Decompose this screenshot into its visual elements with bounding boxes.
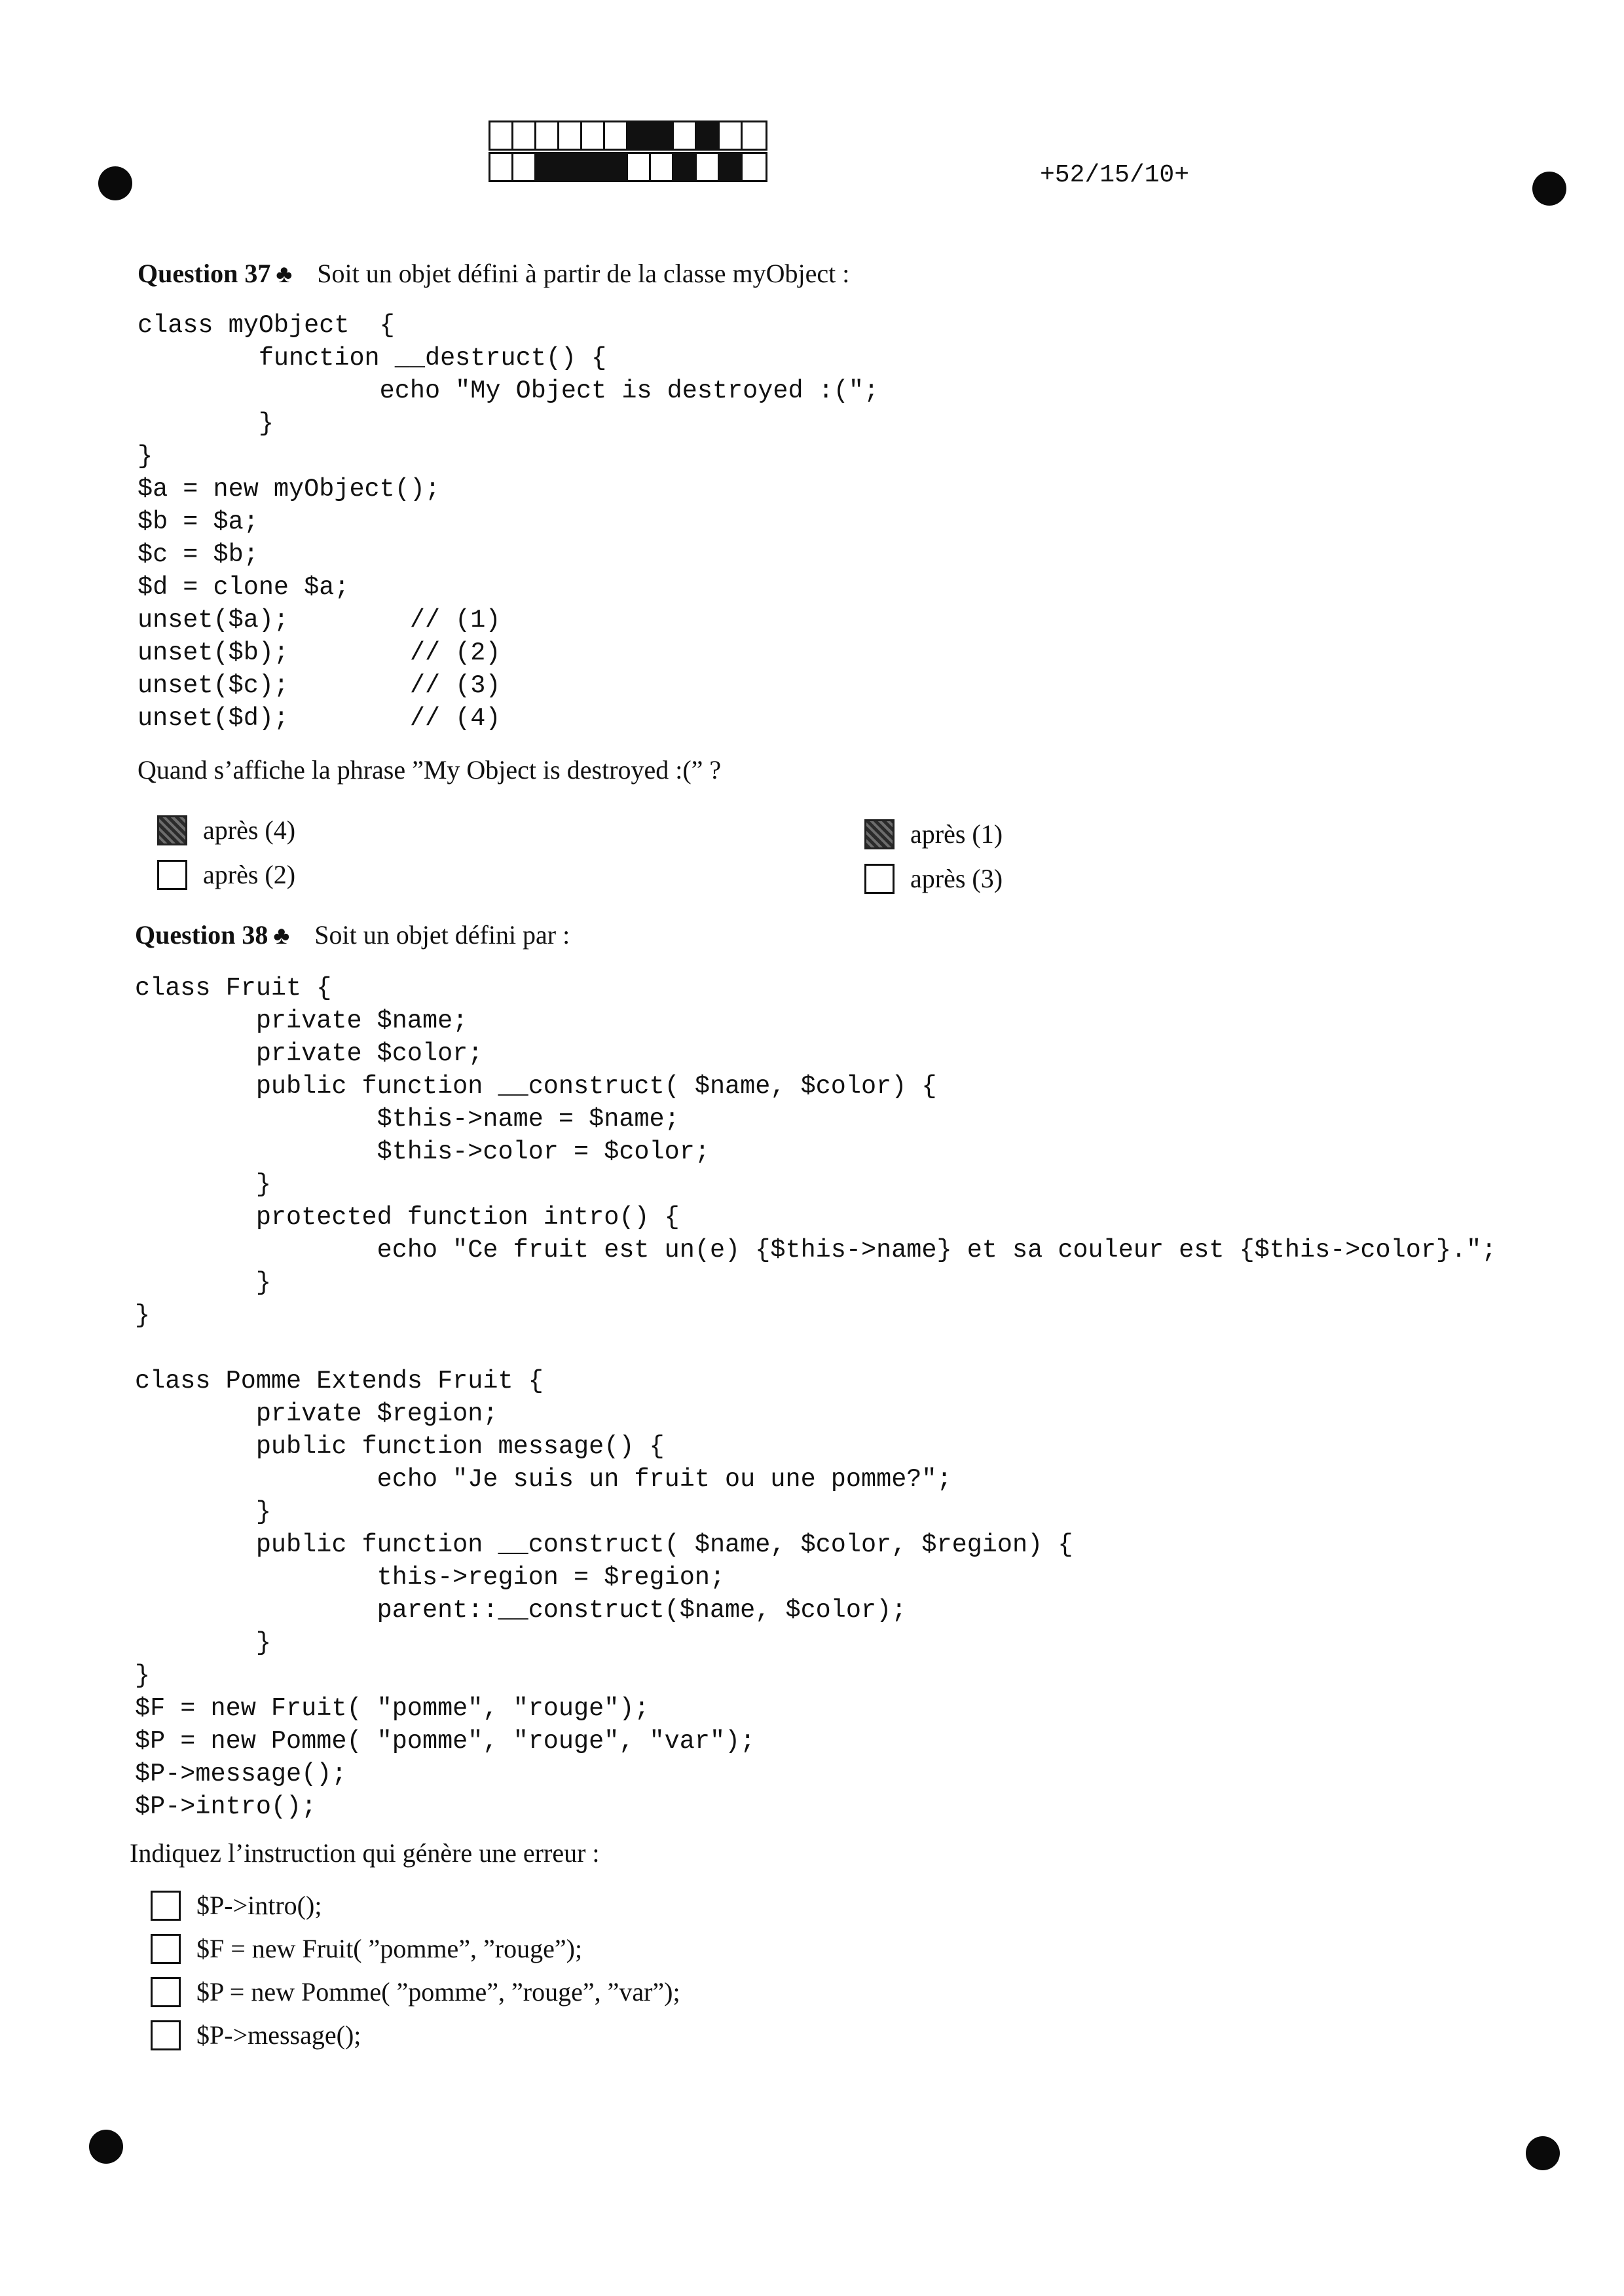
club-icon: ♣	[276, 261, 293, 288]
checkbox[interactable]	[864, 864, 895, 894]
q37-option-apres-1[interactable]	[864, 819, 1003, 849]
checkbox[interactable]	[157, 860, 187, 890]
barcode-cell	[674, 122, 697, 149]
barcode-cell	[490, 122, 513, 149]
checkbox[interactable]	[157, 815, 187, 845]
question-38-code: class Fruit { private $name; private $color; public function __construct( $name, $color) { $this->name = $name; $this->color = $color; } protected function intro() { echo "Ce fruit est un(e) {$this->name} et sa couleur est {$this->color}."; } } class Pomme Extends Fruit { private $region; public function message() { echo "Je suis un fruit ou une pomme?"; } public function __construct( $name, $color, $region) { this->region = $region; parent::__construct($name, $color); } } $F = new Fruit( "pomme", "rouge"); $P = new Pomme( "pomme", "rouge", "var"); $P->message(); $P->intro();	[135, 974, 1497, 1821]
checkbox[interactable]	[151, 1977, 181, 2007]
option-label: après (2)	[203, 860, 296, 889]
barcode-cell	[536, 122, 559, 149]
barcode-cell	[651, 122, 674, 149]
barcode-cell	[720, 154, 743, 180]
q37-option-apres-2[interactable]	[157, 859, 295, 890]
barcode-row-top	[489, 120, 767, 151]
question-37-intro: Soit un objet défini à partir de la classe myObject :	[317, 259, 850, 288]
question-37-code: class myObject { function __destruct() { echo "My Object is destroyed :("; } } $a = new myObject(); $b = $a; $c = $b; $d = clone $a; unset($a); // (1) unset($b); // (2) unset($c); // (3) unset($d); // (4)	[138, 311, 879, 733]
q38-option-new-fruit[interactable]	[151, 1933, 582, 1964]
barcode-cell	[628, 154, 651, 180]
question-37-heading	[138, 258, 849, 289]
barcode-cell	[674, 154, 697, 180]
barcode-cell	[651, 154, 674, 180]
option-label: $P = new Pomme( ”pomme”, ”rouge”, ”var”);	[196, 1977, 680, 2007]
barcode-cell	[559, 154, 582, 180]
barcode-row-bottom	[489, 152, 767, 182]
barcode-cell	[605, 122, 628, 149]
registration-mark-bottom-left	[89, 2130, 123, 2164]
registration-mark-top-left	[98, 166, 132, 200]
barcode-cell	[513, 122, 536, 149]
registration-mark-top-right	[1532, 172, 1566, 206]
q37-option-apres-4[interactable]	[157, 815, 295, 845]
barcode-cell	[743, 122, 766, 149]
barcode-cell	[628, 122, 651, 149]
club-icon: ♣	[273, 922, 290, 950]
barcode-cell	[605, 154, 628, 180]
barcode-cell	[720, 122, 743, 149]
question-37-prompt: Quand s’affiche la phrase ”My Object is destroyed :(” ?	[138, 755, 722, 785]
question-38-prompt: Indiquez l’instruction qui génère une erreur :	[130, 1838, 600, 1868]
barcode-cell	[582, 154, 605, 180]
option-label: après (4)	[203, 815, 296, 845]
option-label: $F = new Fruit( ”pomme”, ”rouge”);	[196, 1934, 583, 1963]
checkbox[interactable]	[864, 819, 895, 849]
q38-option-intro[interactable]	[151, 1890, 322, 1921]
q37-option-apres-3[interactable]	[864, 863, 1003, 894]
question-37-label: Question 37	[138, 259, 271, 288]
barcode-cell	[697, 154, 720, 180]
barcode-cell	[513, 154, 536, 180]
barcode-cell	[490, 154, 513, 180]
question-38-intro: Soit un objet défini par :	[314, 920, 570, 950]
registration-mark-bottom-right	[1526, 2136, 1560, 2170]
q38-option-new-pomme[interactable]	[151, 1976, 680, 2007]
checkbox[interactable]	[151, 2020, 181, 2050]
barcode-cell	[582, 122, 605, 149]
option-label: après (3)	[910, 864, 1003, 893]
checkbox[interactable]	[151, 1891, 181, 1921]
question-38-label: Question 38	[135, 920, 268, 950]
q38-option-message[interactable]	[151, 2020, 361, 2050]
barcode-cell	[559, 122, 582, 149]
barcode-cell	[697, 122, 720, 149]
option-label: après (1)	[910, 819, 1003, 849]
page-identifier: +52/15/10+	[1040, 161, 1190, 189]
checkbox[interactable]	[151, 1934, 181, 1964]
question-38-heading	[135, 919, 570, 950]
barcode-cell	[743, 154, 766, 180]
barcode-cell	[536, 154, 559, 180]
option-label: $P->message();	[196, 2020, 361, 2050]
option-label: $P->intro();	[196, 1891, 322, 1920]
